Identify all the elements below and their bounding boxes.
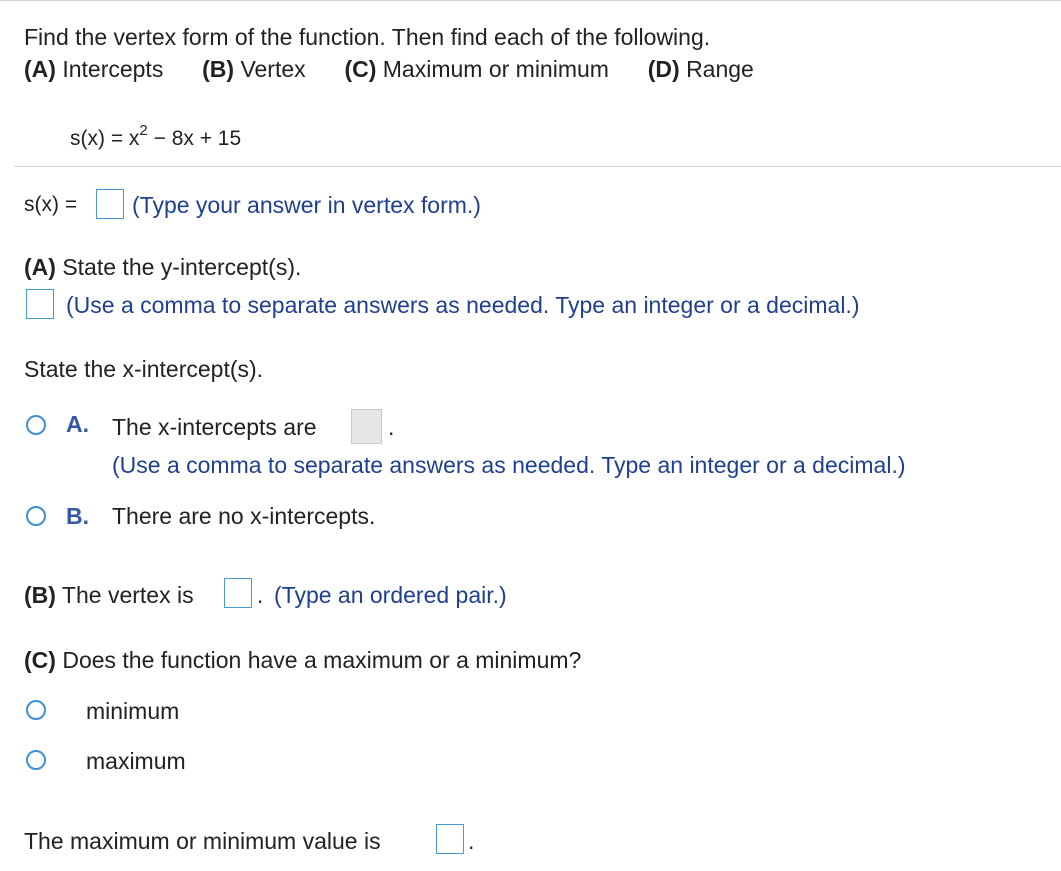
vertex-period: . (257, 582, 264, 608)
y-intercept-prompt (24, 254, 301, 281)
y-intercept-prompt-text: State the y-intercept(s). (62, 254, 302, 280)
y-intercept-hint: (Use a comma to separate answers as needed. Type an integer or a decimal.) (66, 292, 860, 318)
x-intercept-prompt: State the x-intercept(s). (24, 356, 264, 382)
vertex-prompt-text: The vertex is (61, 582, 194, 608)
maximum-label: maximum (86, 748, 186, 774)
part-a-letter: (A) (24, 56, 56, 82)
part-b-heading-letter: (B) (24, 582, 56, 608)
max-min-question (24, 647, 581, 674)
max-min-value-text: The maximum or minimum value is (24, 828, 381, 854)
vertex-form-input[interactable] (96, 189, 124, 219)
parts-list (24, 56, 754, 83)
part-d-letter: (D) (647, 56, 680, 82)
option-a-letter: A. (66, 411, 89, 437)
function-lhs: s(x) = x (70, 127, 140, 150)
part-a-heading-letter: (A) (24, 254, 56, 280)
vertex-prompt (24, 582, 194, 609)
x-intercept-input[interactable] (351, 409, 382, 444)
section-divider (14, 166, 1061, 167)
vertex-form-hint: (Type your answer in vertex form.) (132, 192, 481, 218)
option-b-letter: B. (66, 503, 89, 529)
part-d-label: Range (686, 56, 754, 82)
option-b-text: There are no x-intercepts. (112, 503, 376, 529)
option-b-radio[interactable] (26, 506, 46, 526)
part-a-label: Intercepts (62, 56, 164, 82)
part-c-label: Maximum or minimum (382, 56, 609, 82)
vertex-form-label: s(x) = (24, 193, 78, 216)
option-a-text: The x-intercepts are (112, 414, 317, 440)
option-a-hint: (Use a comma to separate answers as needed. Type an integer or a decimal.) (112, 452, 906, 478)
option-a-radio[interactable] (26, 415, 46, 435)
max-min-question-text: Does the function have a maximum or a minimum? (62, 647, 582, 673)
part-c-heading-letter: (C) (24, 647, 56, 673)
vertex-input[interactable] (224, 578, 252, 608)
max-min-value-input[interactable] (436, 824, 464, 854)
option-a-period: . (388, 414, 395, 440)
y-intercept-input[interactable] (26, 289, 54, 319)
maximum-radio[interactable] (26, 750, 46, 770)
vertex-hint: (Type an ordered pair.) (274, 582, 507, 608)
function-rest: − 8x + 15 (147, 127, 242, 150)
max-min-value-period: . (468, 828, 475, 854)
function-exponent: 2 (139, 122, 148, 139)
part-b-letter: (B) (202, 56, 235, 82)
minimum-radio[interactable] (26, 700, 46, 720)
part-b-label: Vertex (240, 56, 306, 82)
minimum-label: minimum (86, 698, 180, 724)
top-divider (0, 0, 1061, 1)
part-c-letter: (C) (344, 56, 377, 82)
function-expression (70, 124, 241, 151)
instruction-text: Find the vertex form of the function. Then find each of the following. (24, 24, 711, 50)
